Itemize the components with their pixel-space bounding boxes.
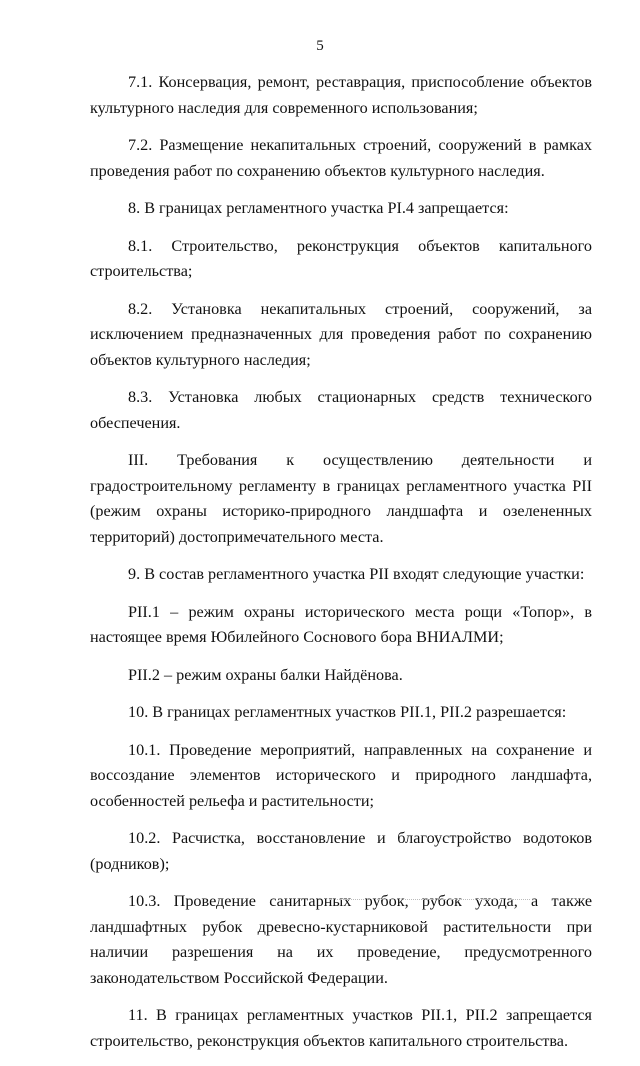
paragraph-8-1: 8.1. Строительство, реконструкция объектов капитального строительства; <box>90 236 592 280</box>
paragraph-rii-2: РII.2 – режим охраны балки Найдёнова. <box>128 665 403 684</box>
paragraph-10-1: 10.1. Проведение мероприятий, направленных на сохранение и воссоздание элементов исторического и природного ландшафта, особенностей рельефа и растительности; <box>90 740 592 810</box>
paragraph-8: 8. В границах регламентного участка РI.4 запрещается: <box>128 199 509 217</box>
paragraph-7-1: 7.1. Консервация, ремонт, реставрация, приспособление объектов культурного наследия для современного использования; <box>90 73 592 117</box>
page-number: 5 <box>316 38 324 54</box>
paragraph-10-2: 10.2. Расчистка, восстановление и благоустройство водотоков (родников); <box>90 829 592 873</box>
paragraph-7-2: 7.2. Размещение некапитальных строений, сооружений в рамках проведения работ по сохранению объектов культурного наследия. <box>90 136 592 180</box>
paragraph-rii-1: РII.1 – режим охраны исторического места рощи «Топор», в настоящее время Юбилейного Соснового бора ВНИАЛМИ; <box>90 602 592 646</box>
paragraph-8-3: 8.3. Установка любых стационарных средств технического обеспечения. <box>90 388 592 432</box>
page-bottom-divider <box>330 899 530 901</box>
paragraph-10-3: 10.3. Проведение санитарных рубок, рубок ухода, а также ландшафтных рубок древесно-кустарниковой растительности при наличии разрешения на их проведение, предусмотренного законодательством Российской Федерации. <box>90 892 592 987</box>
paragraph-11: 11. В границах регламентных участков РII.1, РII.2 запрещается строительство, реконструкция объектов капитального строительства. <box>90 1006 592 1050</box>
paragraph-8-2: 8.2. Установка некапитальных строений, сооружений, за исключением предназначенных для проведения работ по сохранению объектов культурного наследия; <box>90 299 592 369</box>
paragraph-9: 9. В состав регламентного участка РII входят следующие участки: <box>128 565 585 583</box>
paragraph-10: 10. В границах регламентных участков РII.1, РII.2 разрешается: <box>128 703 567 721</box>
section-heading-iii: III. Требования к осуществлению деятельности и градостроительному регламенту в границах регламентного участка РII (режим охраны историко-природного ландшафта и озелененных территорий) достопримечательного места. <box>90 451 592 546</box>
document-body <box>90 70 592 1066</box>
